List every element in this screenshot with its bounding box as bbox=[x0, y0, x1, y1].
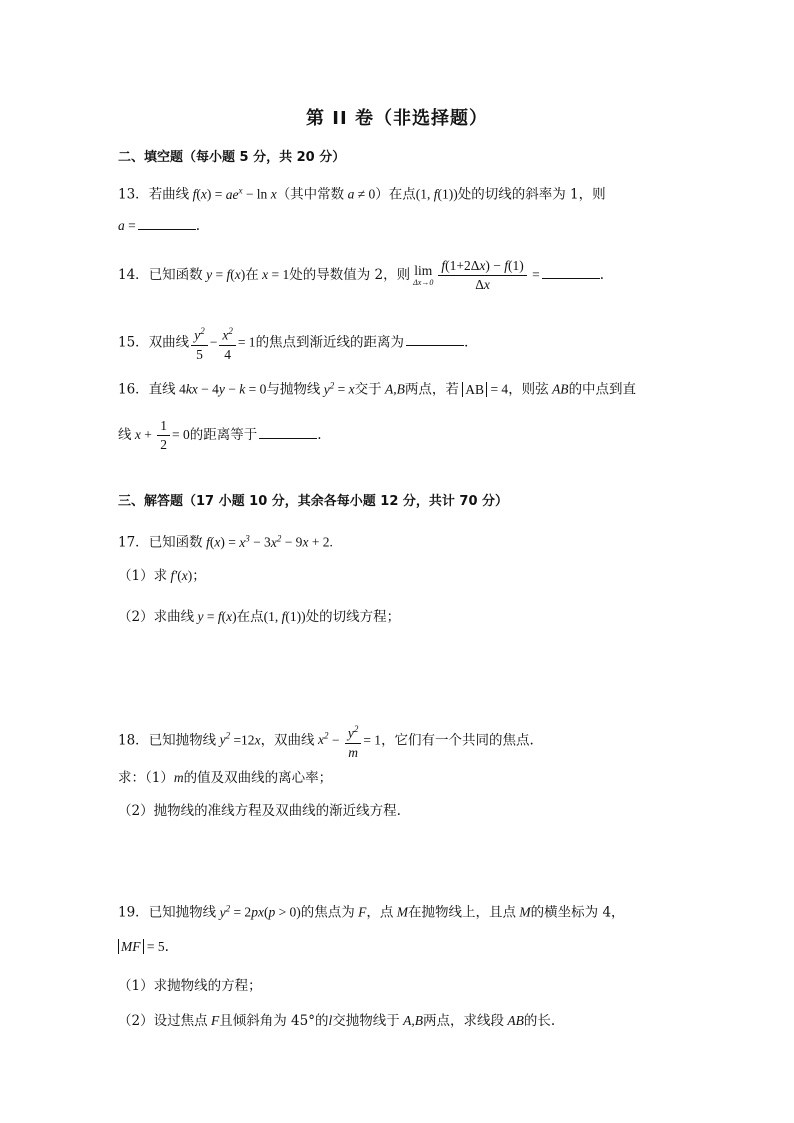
question-14: 14．已知函数 y = f(x)在 x = 1处的导数值为 2，则 lim Δx→0 $\frac{f(1+2\Delta x) - f(1)}{\Delta x}$ = . bbox=[118, 258, 605, 292]
question-18: 18．已知抛物线 $y^2 =12x$，双曲线 $x^2$ − $\frac{y^2}{m}$ = 1，它们有一个共同的焦点. bbox=[118, 720, 534, 762]
answer-blank[interactable] bbox=[138, 216, 196, 230]
question-13-answer-line: a = . bbox=[118, 218, 201, 234]
question-16-cont: 线 x + $\frac{1}{2}$ = 0的距离等于 . bbox=[118, 418, 322, 452]
answer-blank[interactable] bbox=[542, 265, 600, 279]
page-title: 第 II 卷（非选择题） bbox=[306, 108, 488, 129]
q18-fraction: $\frac{y^2}{m}$ bbox=[345, 720, 362, 762]
q15-fraction-y: $\frac{y^2}{5}$ bbox=[191, 322, 208, 364]
question-19-part-1: （1）求抛物线的方程； bbox=[118, 978, 262, 994]
q16-fraction-half: $\frac{1}{2}$ bbox=[157, 417, 170, 454]
question-19: 19．已知抛物线 $y^2 = 2px(p > 0)$的焦点为 F，点 M在抛物线上，且点 M的横坐标为 4， bbox=[118, 903, 625, 921]
question-17-part-1: （1）求 f′(x)； bbox=[118, 568, 206, 584]
question-13: 13．若曲线 $f(x) = ae^x - \ln x$（其中常数 a ≠ 0）在点(1, f(1))处的切线的斜率为 1，则 bbox=[118, 185, 606, 203]
question-19-cont: MF = 5. bbox=[118, 937, 169, 957]
question-17-part-2: （2）求曲线 y = f(x)在点(1, f(1))处的切线方程； bbox=[118, 609, 401, 625]
answer-blank[interactable] bbox=[406, 332, 464, 346]
q13-formula: f bbox=[189, 186, 197, 202]
section-answer-heading: 三、解答题（17 小题 10 分，其余各每小题 12 分，共计 70 分） bbox=[118, 494, 509, 509]
question-16: 16．直线 4kx − 4y − k = 0与抛物线 $y^2 = x$交于 A,B两点，若 AB = 4，则弦 AB的中点到直 bbox=[118, 380, 637, 398]
question-15: 15．双曲线 $\frac{y^2}{5}$ − $\frac{x^2}{4}$ = 1的焦点到渐近线的距离为 ． bbox=[118, 322, 478, 364]
answer-blank[interactable] bbox=[259, 425, 317, 439]
limit-symbol: lim Δx→0 bbox=[413, 262, 434, 287]
question-19-part-2: （2）设过焦点 F且倾斜角为 45°的l交抛物线于 A,B两点，求线段 AB的长. bbox=[118, 1013, 556, 1029]
question-17: 17．已知函数 $f(x) = x^3 - 3x^2 - 9x + 2$. bbox=[118, 533, 333, 551]
q14-fraction: $\frac{f(1+2\Delta x) - f(1)}{\Delta x}$ bbox=[438, 257, 526, 294]
q15-fraction-x: $\frac{x^2}{4}$ bbox=[219, 322, 236, 364]
question-18-part-1: 求：（1）m的值及双曲线的离心率； bbox=[118, 770, 333, 786]
section-fill-blank-heading: 二、填空题（每小题 5 分，共 20 分） bbox=[118, 150, 346, 165]
question-18-part-2: （2）抛物线的准线方程及双曲线的渐近线方程. bbox=[118, 803, 401, 819]
